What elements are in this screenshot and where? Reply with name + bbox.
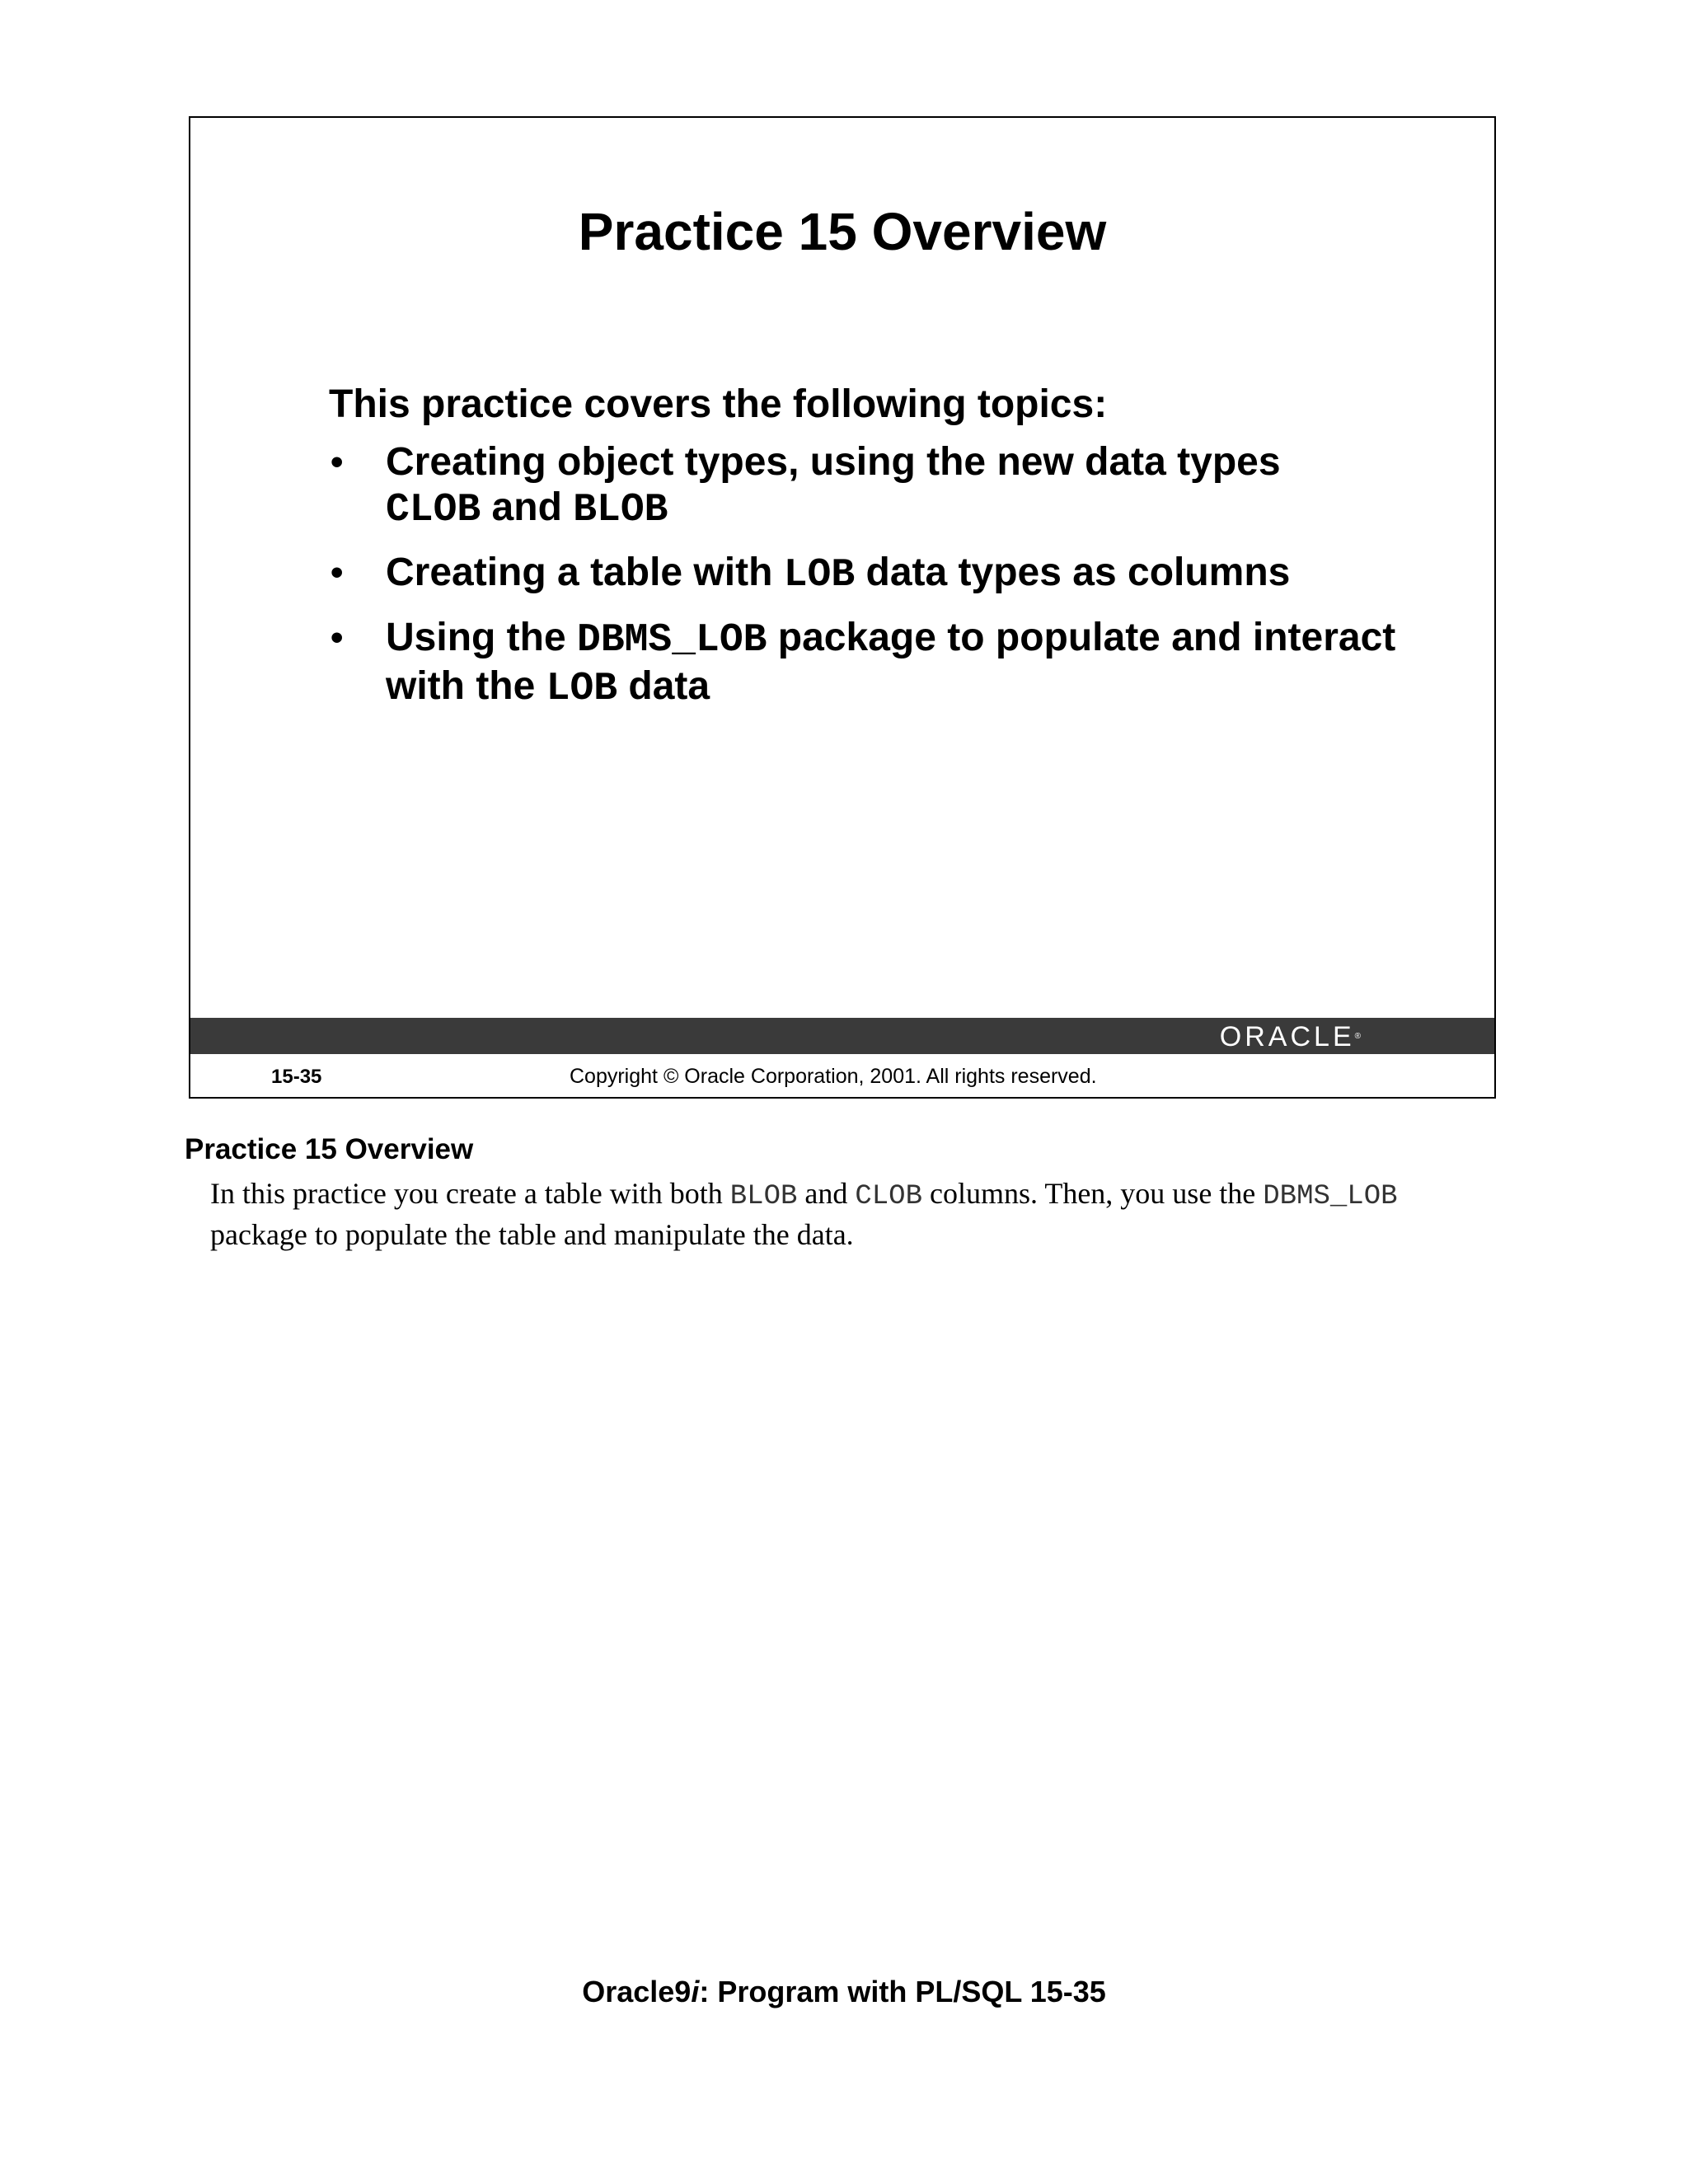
topic-text: Creating object types, using the new data types [386,440,1281,484]
topic-item [329,615,1400,712]
notes-heading: Practice 15 Overview [185,1133,474,1165]
topic-text: and [481,485,574,529]
notes-text: In this practice you create a table with both [210,1177,730,1210]
copyright-text: Copyright © Oracle Corporation, 2001. All rights reserved. [570,1065,1097,1088]
notes-text: and [797,1177,856,1210]
topic-text: Using the [386,616,578,659]
footer-prefix: Oracle9 [582,1975,692,2008]
topic-text: Creating a table with [386,551,784,594]
page-footer [0,1975,1688,2009]
topic-text: data [617,664,710,708]
topic-item [329,550,1400,598]
logo-text: ORACLE [1219,1021,1355,1052]
notes-body [210,1174,1496,1254]
topic-code: DBMS_LOB [577,618,767,663]
notes-code: DBMS_LOB [1263,1181,1398,1212]
bullet-icon: • [331,552,344,593]
oracle-logo [1220,1023,1361,1051]
notes-text: columns. Then, you use the [922,1177,1264,1210]
topic-code: LOB [546,667,618,711]
registered-mark: ® [1354,1032,1361,1041]
footer-italic: i [691,1975,700,2008]
bullet-icon: • [331,442,344,482]
topic-text: data types as columns [855,551,1291,594]
slide-frame [189,116,1496,1099]
notes-text: package to populate the table and manipulate the data. [210,1218,854,1251]
topic-code: LOB [783,553,856,598]
slide-title: Practice 15 Overview [578,202,1107,261]
slide-intro: This practice covers the following topics: [329,382,1108,426]
topic-list [329,439,1400,729]
topic-code: CLOB [386,488,481,532]
topic-code: BLOB [573,488,668,532]
notes-code: CLOB [855,1181,922,1212]
notes-code: BLOB [729,1181,798,1212]
topic-item [329,439,1400,533]
bullet-icon: • [331,617,344,658]
topic-text: package to populate and interact with the [386,616,1396,708]
slide-footer-bar [190,1018,1494,1054]
footer-suffix: : Program with PL/SQL 15-35 [699,1975,1106,2008]
slide-number: 15-35 [271,1066,322,1088]
